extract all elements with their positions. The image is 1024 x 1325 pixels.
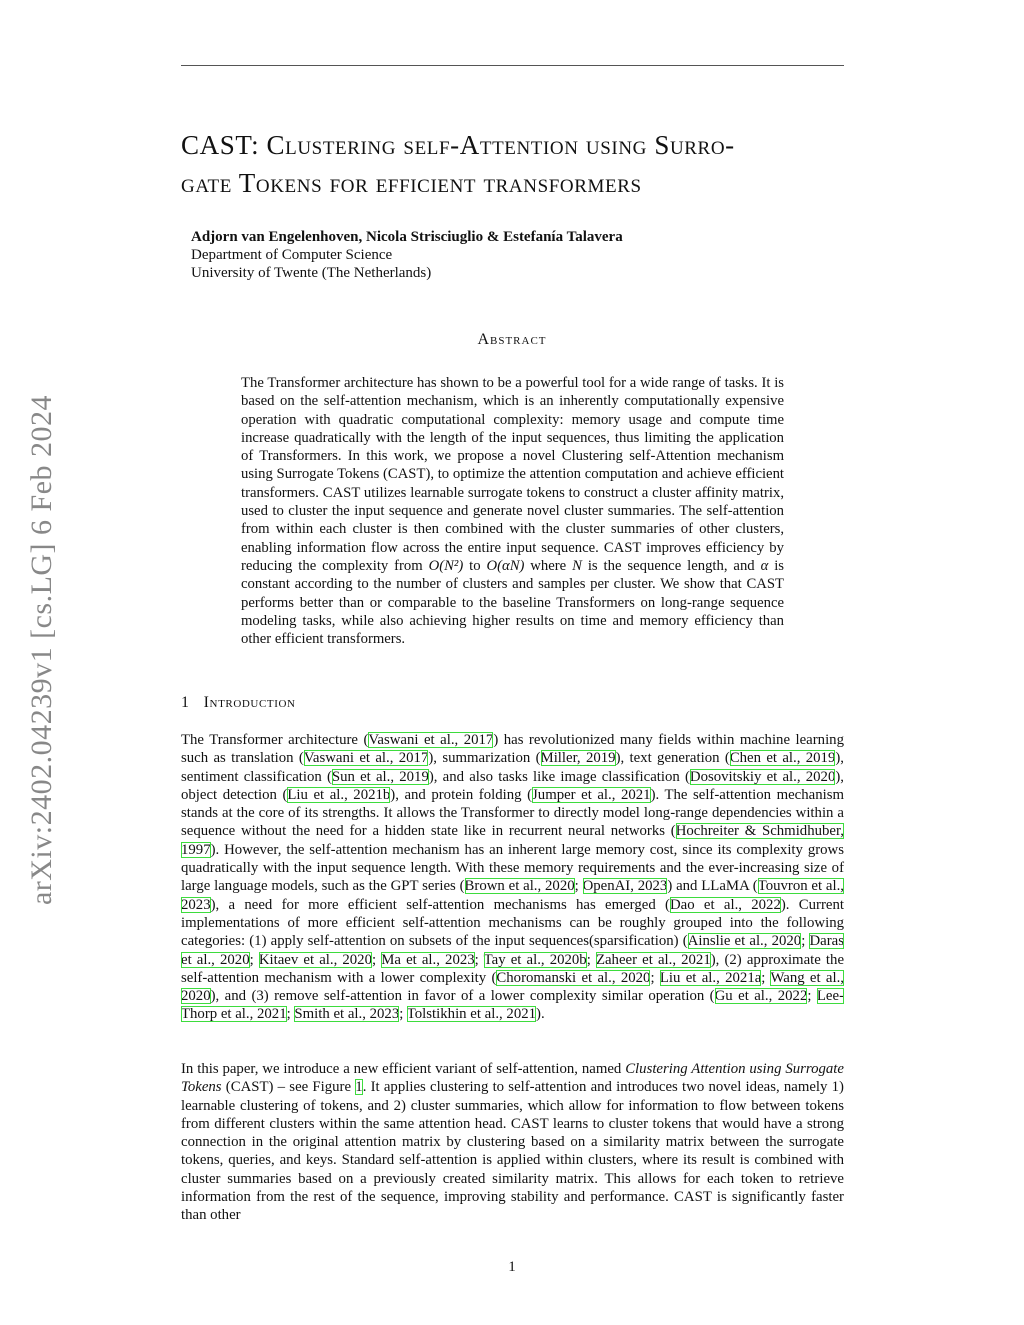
citation-link[interactable]: Hochreiter & Schmidhuber, 1997 [181, 823, 844, 858]
math-complexity-linear: O(αN) [486, 557, 525, 574]
body-text: ; [371, 951, 382, 968]
abstract-heading: Abstract [477, 331, 547, 348]
body-text: ). The self-attention mechanism stands at the core of its strengths. It allows the Transformer to directly model long-range dependencies within a sequence without the need for a hidden state like in recurrent neural networks ( [181, 786, 844, 840]
body-text: ; [586, 951, 596, 968]
arxiv-stamp-text: arXiv:2402.04239v1 [cs.LG] 6 Feb 2024 [25, 394, 58, 906]
abstract-text: to [463, 557, 487, 574]
body-text: ), a need for more efficient self-attention mechanisms has emerged ( [210, 896, 670, 913]
citation-link[interactable]: Lee-Thorp et al., 2021 [181, 988, 844, 1023]
body-text: ; [286, 1006, 295, 1023]
citation-link[interactable]: Dao et al., 2022 [669, 896, 781, 913]
citation-link[interactable]: Vaswani et al., 2017 [368, 732, 494, 748]
body-text: ; [249, 951, 259, 968]
math-alpha: α [760, 557, 769, 574]
body-text: ), summarization ( [428, 750, 541, 767]
citation-link[interactable]: Wang et al., 2020 [181, 969, 844, 1005]
body-text: ; [650, 969, 660, 986]
body-text: . It applies clustering to self-attention and introduces two novel ideas, namely 1) learnable clustering of tokens, and 2) cluster summaries, which allow for information to flow between tokens from different clusters within the same attention head. CAST learns to cluster tokens that would have a strong connection in the original attention matrix by clustering based on a similarity matrix between the surrogate tokens, queries, and keys. Standard self-attention is applied within clusters, where its result is combined with cluster summaries based on a previously created similarity matrix. This allows for each token to retrieve information from the rest of the sequence, improving stability and performance. CAST is significantly faster than other [181, 1079, 844, 1224]
body-text: ; [574, 878, 583, 895]
math-complexity-quadratic: O(N²) [428, 557, 464, 574]
body-text: ). [536, 1006, 545, 1023]
abstract-text: is constant according to the number of clusters and samples per cluster. We show that CAST performs better than or comparable to the baseline Transformers on long-range sequence modeling tasks, while also achieving higher results on time and memory efficiency than other efficient transformers. [241, 557, 784, 648]
body-text: ; [399, 1006, 407, 1023]
citation-link[interactable]: Tolstikhin et al., 2021 [406, 1006, 537, 1023]
citation-link[interactable]: Miller, 2019 [540, 750, 616, 767]
citation-link[interactable]: Daras et al., 2020 [181, 933, 844, 968]
body-text: In this paper, we introduce a new efficient variant of self-attention, named [181, 1061, 626, 1077]
body-text: ), (2) approximate the self-attention mechanism with a lower complexity ( [181, 951, 845, 986]
citation-link[interactable]: Choromanski et al., 2020 [496, 969, 651, 986]
citation-link[interactable]: Vaswani et al., 2017 [303, 750, 429, 767]
citation-link[interactable]: Dosovitskiy et al., 2020 [689, 768, 836, 785]
body-text: ), and protein folding ( [390, 786, 533, 803]
abstract-text: The Transformer architecture has shown to be a powerful tool for a wide range of tasks. It is based on the self-attention mechanism, which is an inherently computationally expensive operation with quadratic computational complexity: memory usage and compute time increase quadratically with the length of the input sequences, thus limiting the application of Transformers. In this work, we propose a novel Clustering self-Attention mechanism using Surrogate Tokens (CAST), to optimize the attention computation and achieve efficient transformers. CAST utilizes learnable surrogate tokens to construct a cluster affinity matrix, used to cluster the input sequence and generate novel cluster summaries. The self-attention from within each cluster is then combined with the cluster summaries of other clusters, enabling information flow across the entire input sequence. CAST improves efficiency by reducing the complexity from [241, 375, 784, 574]
citation-link[interactable]: Gu et al., 2022 [714, 988, 808, 1005]
body-text: ), and also tasks like image classification ( [428, 768, 690, 785]
abstract-body [241, 374, 784, 648]
body-text: ) and LLaMA ( [667, 878, 758, 895]
citation-link[interactable]: Brown et al., 2020 [464, 878, 575, 895]
paper-title [181, 126, 851, 202]
citation-link[interactable]: Jumper et al., 2021 [532, 786, 651, 803]
section-number: 1 [181, 694, 190, 711]
citation-link[interactable]: Chen et al., 2019 [729, 750, 836, 767]
citation-link[interactable]: Liu et al., 2021a [659, 969, 762, 986]
body-text: ). However, the self-attention mechanism has an inherent large memory cost, since its complexity grows quadratically with the input sequence length. With these memory requirements and the ever-increasing size of large language models, such as the GPT series ( [181, 841, 844, 895]
header-rule [181, 65, 844, 66]
body-text: ), and (3) remove self-attention in favor of a lower complexity similar operation ( [210, 988, 715, 1005]
body-text: ), sentiment classification ( [181, 750, 844, 785]
section-title: Introduction [203, 694, 296, 711]
intro-paragraph-1 [181, 731, 844, 1024]
body-text: (CAST) – see Figure [221, 1079, 356, 1096]
author-university: University of Twente (The Netherlands) [191, 265, 432, 281]
section-heading-introduction [181, 694, 296, 712]
title-line-1: CAST: Clustering self-Attention using Surro- [181, 130, 735, 160]
body-text: ). Current implementations of more efficient self-attention mechanisms can be roughly grouped into the following categories: (1) apply self-attention on subsets of the input sequences(sparsification) ( [181, 896, 844, 950]
title-line-2: gate Tokens for efficient transformers [181, 168, 642, 198]
body-text: ; [801, 933, 810, 950]
body-text: ; [761, 969, 771, 986]
citation-link[interactable]: Zaheer et al., 2021 [595, 951, 711, 968]
citation-link[interactable]: Liu et al., 2021b [287, 786, 391, 803]
citation-link[interactable]: Kitaev et al., 2020 [258, 951, 372, 968]
citation-link[interactable]: Ainslie et al., 2020 [687, 933, 802, 950]
body-text: ), object detection ( [181, 768, 844, 803]
citation-link[interactable]: OpenAI, 2023 [582, 878, 668, 895]
body-text: ) has revolutionized many fields within machine learning such as translation ( [181, 732, 844, 767]
citation-link[interactable]: Ma et al., 2023 [381, 951, 475, 968]
citation-link[interactable]: Touvron et al., 2023 [181, 878, 845, 913]
citation-link[interactable]: Sun et al., 2019 [331, 768, 429, 785]
body-text: ; [807, 988, 817, 1005]
author-block [191, 228, 623, 282]
figure-reference-link[interactable]: 1 [355, 1079, 363, 1096]
citation-link[interactable]: Smith et al., 2023 [294, 1006, 400, 1023]
author-names: Adjorn van Engelenhoven, Nicola Strisciuglio & Estefanía Talavera [191, 229, 623, 245]
body-text: The Transformer architecture ( [181, 732, 369, 748]
abstract-text: is the sequence length, and [581, 557, 761, 574]
math-n: N [572, 557, 582, 574]
citation-link[interactable]: Tay et al., 2020b [483, 951, 587, 968]
intro-paragraph-2 [181, 1060, 844, 1225]
body-text: ), text generation ( [615, 750, 730, 767]
abstract-text: where [524, 557, 573, 574]
body-text: ; [474, 951, 484, 968]
author-department: Department of Computer Science [191, 247, 393, 263]
page-number: 1 [508, 1259, 516, 1275]
method-name-emphasis: Clustering Attention using Surrogate Tokens [181, 1061, 844, 1096]
